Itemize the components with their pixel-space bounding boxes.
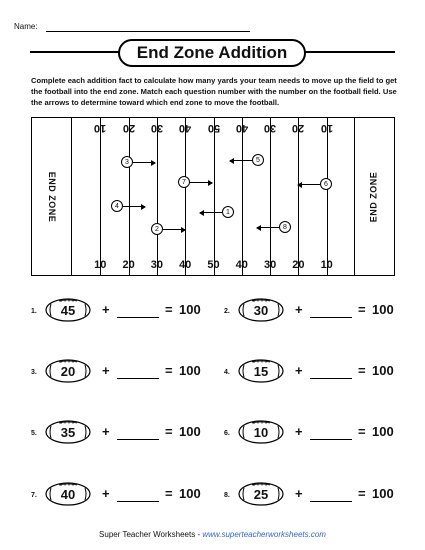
yard-line	[100, 118, 101, 275]
answer-blank[interactable]	[117, 378, 159, 379]
football-value: 10	[253, 424, 269, 440]
yard-line	[157, 118, 158, 275]
answer-blank[interactable]	[310, 439, 352, 440]
yard-number-bottom: 20	[122, 259, 135, 271]
arrow-right-icon	[133, 162, 155, 163]
arrow-left-icon	[257, 227, 279, 228]
yard-number-bottom: 10	[94, 259, 107, 271]
problem-number: 4.	[224, 369, 230, 376]
footer-brand: Super Teacher Worksheets -	[99, 530, 203, 539]
field-marker: 1	[222, 206, 234, 218]
arrow-left-icon	[298, 184, 320, 185]
arrow-right-icon	[190, 182, 212, 183]
yard-number-bottom: 40	[235, 259, 248, 271]
problem-4	[224, 359, 414, 387]
yard-number-bottom: 30	[150, 259, 164, 271]
plus-sign: +	[295, 302, 303, 317]
equals-sign: =	[165, 424, 173, 439]
total-value: 100	[179, 486, 201, 501]
equals-sign: =	[358, 302, 366, 317]
arrow-right-icon	[123, 206, 145, 207]
plus-sign: +	[295, 363, 303, 378]
answer-blank[interactable]	[310, 501, 352, 502]
page-title: End Zone Addition	[118, 39, 306, 67]
field-marker: 7	[178, 176, 190, 188]
football	[45, 298, 91, 322]
problem-number: 3.	[31, 369, 37, 376]
endzone-left: END ZONE	[47, 171, 57, 222]
answer-blank[interactable]	[310, 317, 352, 318]
equals-sign: =	[358, 486, 366, 501]
yard-line	[242, 118, 243, 275]
yard-number-bottom: 50	[207, 259, 220, 271]
arrow-right-icon	[163, 229, 185, 230]
football	[238, 482, 284, 506]
equals-sign: =	[165, 486, 173, 501]
yard-number-top: 10	[94, 122, 107, 134]
total-value: 100	[179, 363, 201, 378]
field-marker: 5	[252, 154, 264, 166]
answer-blank[interactable]	[117, 439, 159, 440]
football	[238, 420, 284, 444]
football-value: 25	[253, 486, 269, 502]
problem-7	[31, 482, 221, 510]
football-field	[31, 117, 395, 276]
football-value: 40	[60, 486, 76, 502]
yard-number-bottom: 10	[320, 259, 333, 271]
problem-number: 8.	[224, 492, 230, 499]
yard-number-top: 20	[122, 122, 135, 134]
yard-number-top: 40	[179, 122, 192, 134]
football-value: 20	[60, 363, 76, 379]
football	[238, 298, 284, 322]
field-marker: 4	[111, 200, 123, 212]
arrow-left-icon	[230, 160, 252, 161]
problem-number: 1.	[31, 308, 37, 315]
yard-number-top: 30	[263, 122, 277, 134]
arrow-left-icon	[200, 212, 222, 213]
yard-number-top: 30	[150, 122, 164, 134]
field-marker: 3	[121, 156, 133, 168]
equals-sign: =	[358, 363, 366, 378]
equals-sign: =	[165, 302, 173, 317]
plus-sign: +	[102, 486, 110, 501]
plus-sign: +	[295, 424, 303, 439]
plus-sign: +	[295, 486, 303, 501]
yard-line	[129, 118, 130, 275]
football	[238, 359, 284, 383]
yard-line	[185, 118, 186, 275]
problem-5	[31, 420, 221, 448]
football-value: 30	[253, 302, 269, 318]
plus-sign: +	[102, 424, 110, 439]
name-label: Name:	[14, 22, 38, 31]
total-value: 100	[372, 486, 394, 501]
footer	[0, 530, 425, 539]
plus-sign: +	[102, 363, 110, 378]
problem-3	[31, 359, 221, 387]
problem-2	[224, 298, 414, 326]
yard-line	[270, 118, 271, 275]
yard-number-top: 10	[320, 122, 333, 134]
football-value: 45	[60, 302, 76, 318]
football	[45, 482, 91, 506]
problem-number: 7.	[31, 492, 37, 499]
problem-number: 2.	[224, 308, 230, 315]
equals-sign: =	[165, 363, 173, 378]
football-value: 15	[253, 363, 269, 379]
problem-8	[224, 482, 414, 510]
yard-number-bottom: 20	[292, 259, 305, 271]
field-marker: 6	[320, 178, 332, 190]
football	[45, 420, 91, 444]
total-value: 100	[372, 363, 394, 378]
answer-blank[interactable]	[117, 317, 159, 318]
total-value: 100	[372, 424, 394, 439]
playing-field	[71, 118, 355, 275]
answer-blank[interactable]	[310, 378, 352, 379]
field-marker: 2	[151, 223, 163, 235]
yard-line	[298, 118, 299, 275]
field-marker: 8	[279, 221, 291, 233]
total-value: 100	[179, 302, 201, 317]
yard-number-bottom: 30	[263, 259, 277, 271]
total-value: 100	[179, 424, 201, 439]
name-input-line[interactable]	[46, 31, 250, 32]
yard-number-bottom: 40	[179, 259, 192, 271]
endzone-right: END ZONE	[369, 171, 379, 222]
footer-url[interactable]: www.superteacherworksheets.com	[202, 530, 326, 539]
instructions: Complete each addition fact to calculate how many yards your team needs to move up the field to get the football into the end zone. Match each question number with the number on the football field. Use the arrows to determine toward which end zone to move the football.	[31, 76, 397, 107]
yard-line	[214, 118, 215, 275]
equals-sign: =	[358, 424, 366, 439]
yard-number-top: 40	[235, 122, 248, 134]
problem-6	[224, 420, 414, 448]
football	[45, 359, 91, 383]
problem-number: 5.	[31, 430, 37, 437]
yard-line	[327, 118, 328, 275]
problem-1	[31, 298, 221, 326]
football-value: 35	[60, 424, 76, 440]
plus-sign: +	[102, 302, 110, 317]
problem-number: 6.	[224, 430, 230, 437]
yard-number-top: 20	[292, 122, 305, 134]
answer-blank[interactable]	[117, 501, 159, 502]
yard-number-top: 50	[207, 122, 220, 134]
total-value: 100	[372, 302, 394, 317]
